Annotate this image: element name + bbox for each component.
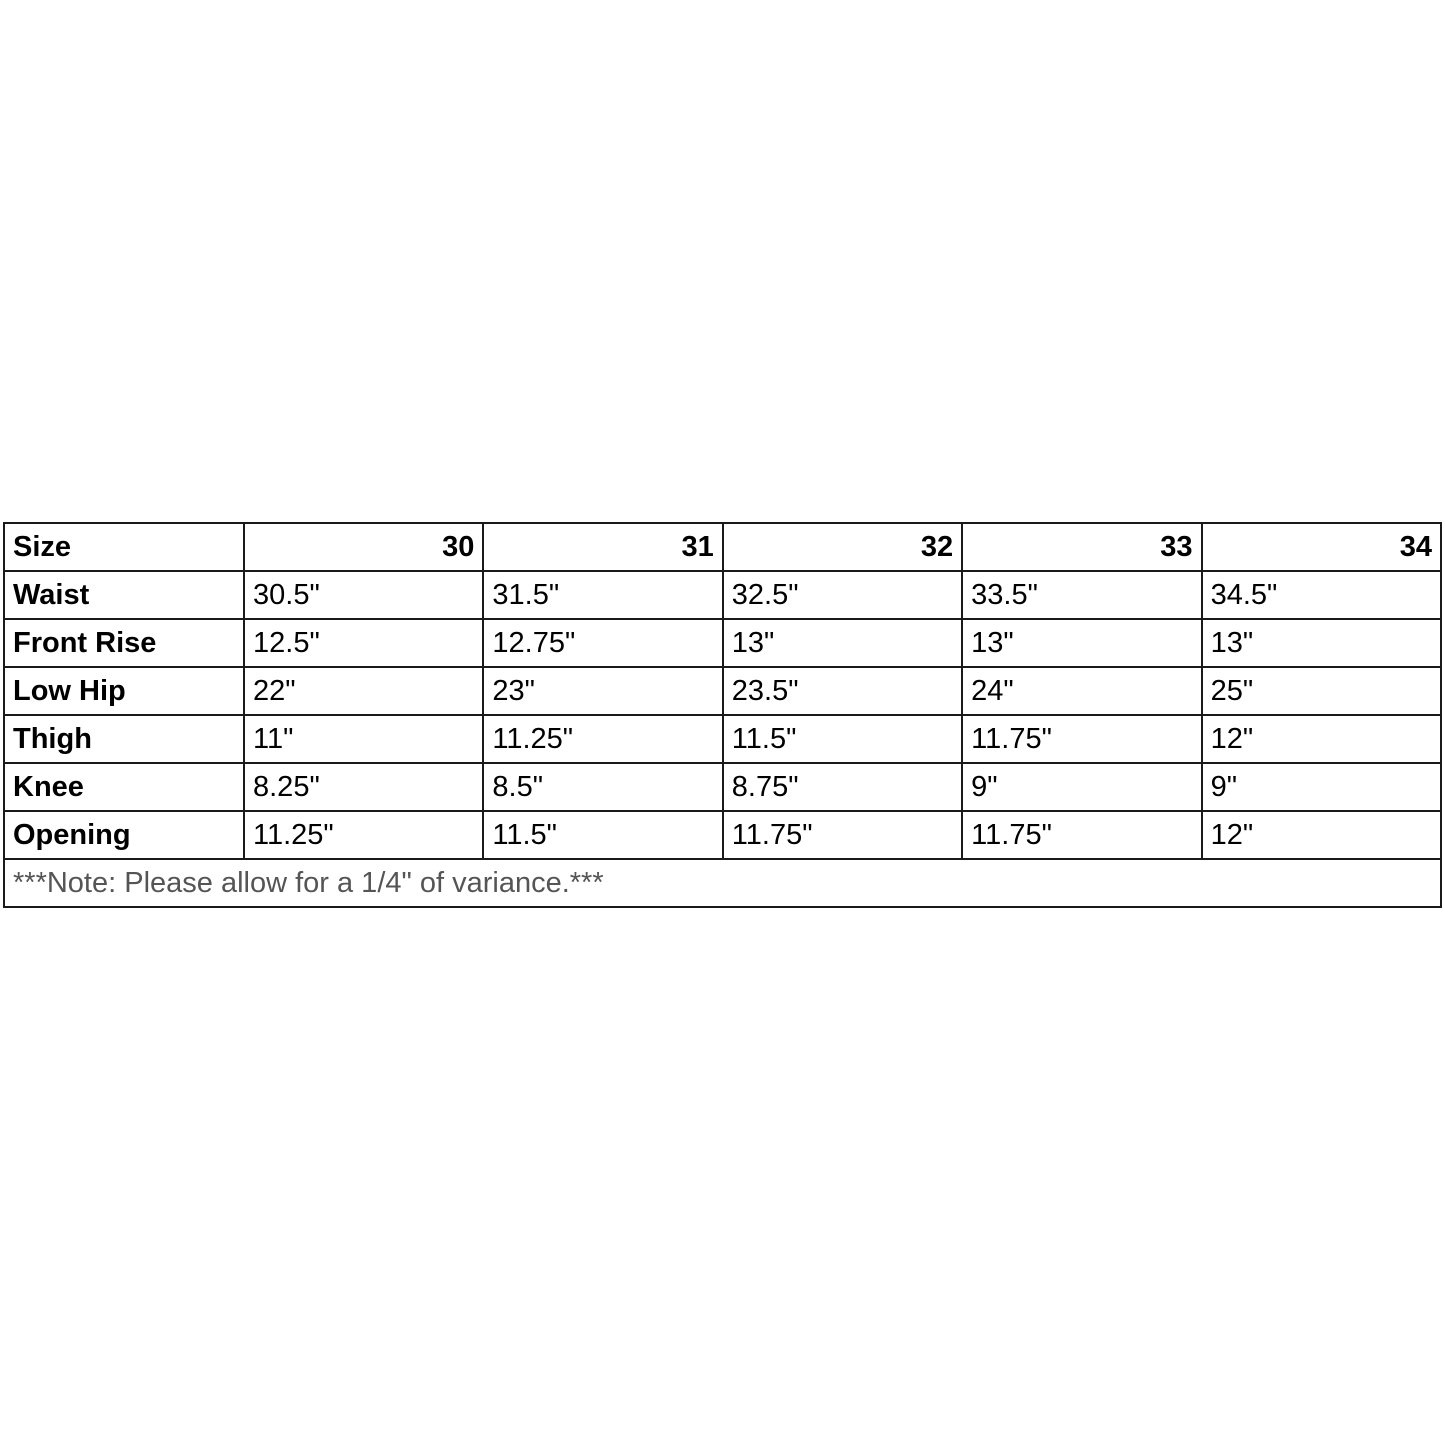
table-row-opening <box>4 811 1441 859</box>
size-header-33: 33 <box>962 523 1201 571</box>
table-cell: 24" <box>962 667 1201 715</box>
table-cell: 32.5" <box>723 571 962 619</box>
row-label-knee: Knee <box>4 763 244 811</box>
table-cell: 11.75" <box>962 811 1201 859</box>
table-cell: 12" <box>1202 811 1441 859</box>
table-cell: 11.5" <box>723 715 962 763</box>
table-cell: 9" <box>962 763 1201 811</box>
table-cell: 9" <box>1202 763 1441 811</box>
size-header-31: 31 <box>483 523 722 571</box>
row-label-thigh: Thigh <box>4 715 244 763</box>
table-cell: 22" <box>244 667 483 715</box>
row-label-waist: Waist <box>4 571 244 619</box>
table-row-waist <box>4 571 1441 619</box>
table-cell: 12.75" <box>483 619 722 667</box>
row-label-front-rise: Front Rise <box>4 619 244 667</box>
table-row-knee <box>4 763 1441 811</box>
table-cell: 11.75" <box>723 811 962 859</box>
table-note-row <box>4 859 1441 907</box>
table-cell: 34.5" <box>1202 571 1441 619</box>
table-cell: 8.25" <box>244 763 483 811</box>
table-cell: 13" <box>962 619 1201 667</box>
table-cell: 31.5" <box>483 571 722 619</box>
table-header-row <box>4 523 1441 571</box>
table-cell: 12" <box>1202 715 1441 763</box>
table-row-low-hip <box>4 667 1441 715</box>
size-header-34: 34 <box>1202 523 1441 571</box>
table-cell: 23" <box>483 667 722 715</box>
table-cell: 11" <box>244 715 483 763</box>
table-cell: 30.5" <box>244 571 483 619</box>
table-cell: 8.5" <box>483 763 722 811</box>
row-label-low-hip: Low Hip <box>4 667 244 715</box>
table-row-thigh <box>4 715 1441 763</box>
size-header-30: 30 <box>244 523 483 571</box>
row-label-opening: Opening <box>4 811 244 859</box>
size-chart-table <box>3 522 1442 908</box>
table-cell: 25" <box>1202 667 1441 715</box>
table-cell: 13" <box>723 619 962 667</box>
variance-note: ***Note: Please allow for a 1/4" of variance.*** <box>4 859 1441 907</box>
size-header-label: Size <box>4 523 244 571</box>
table-cell: 11.75" <box>962 715 1201 763</box>
size-header-32: 32 <box>723 523 962 571</box>
table-cell: 11.25" <box>244 811 483 859</box>
table-cell: 23.5" <box>723 667 962 715</box>
table-cell: 13" <box>1202 619 1441 667</box>
table-row-front-rise <box>4 619 1441 667</box>
table-cell: 33.5" <box>962 571 1201 619</box>
table-cell: 8.75" <box>723 763 962 811</box>
table-cell: 11.25" <box>483 715 722 763</box>
table-cell: 11.5" <box>483 811 722 859</box>
table-cell: 12.5" <box>244 619 483 667</box>
